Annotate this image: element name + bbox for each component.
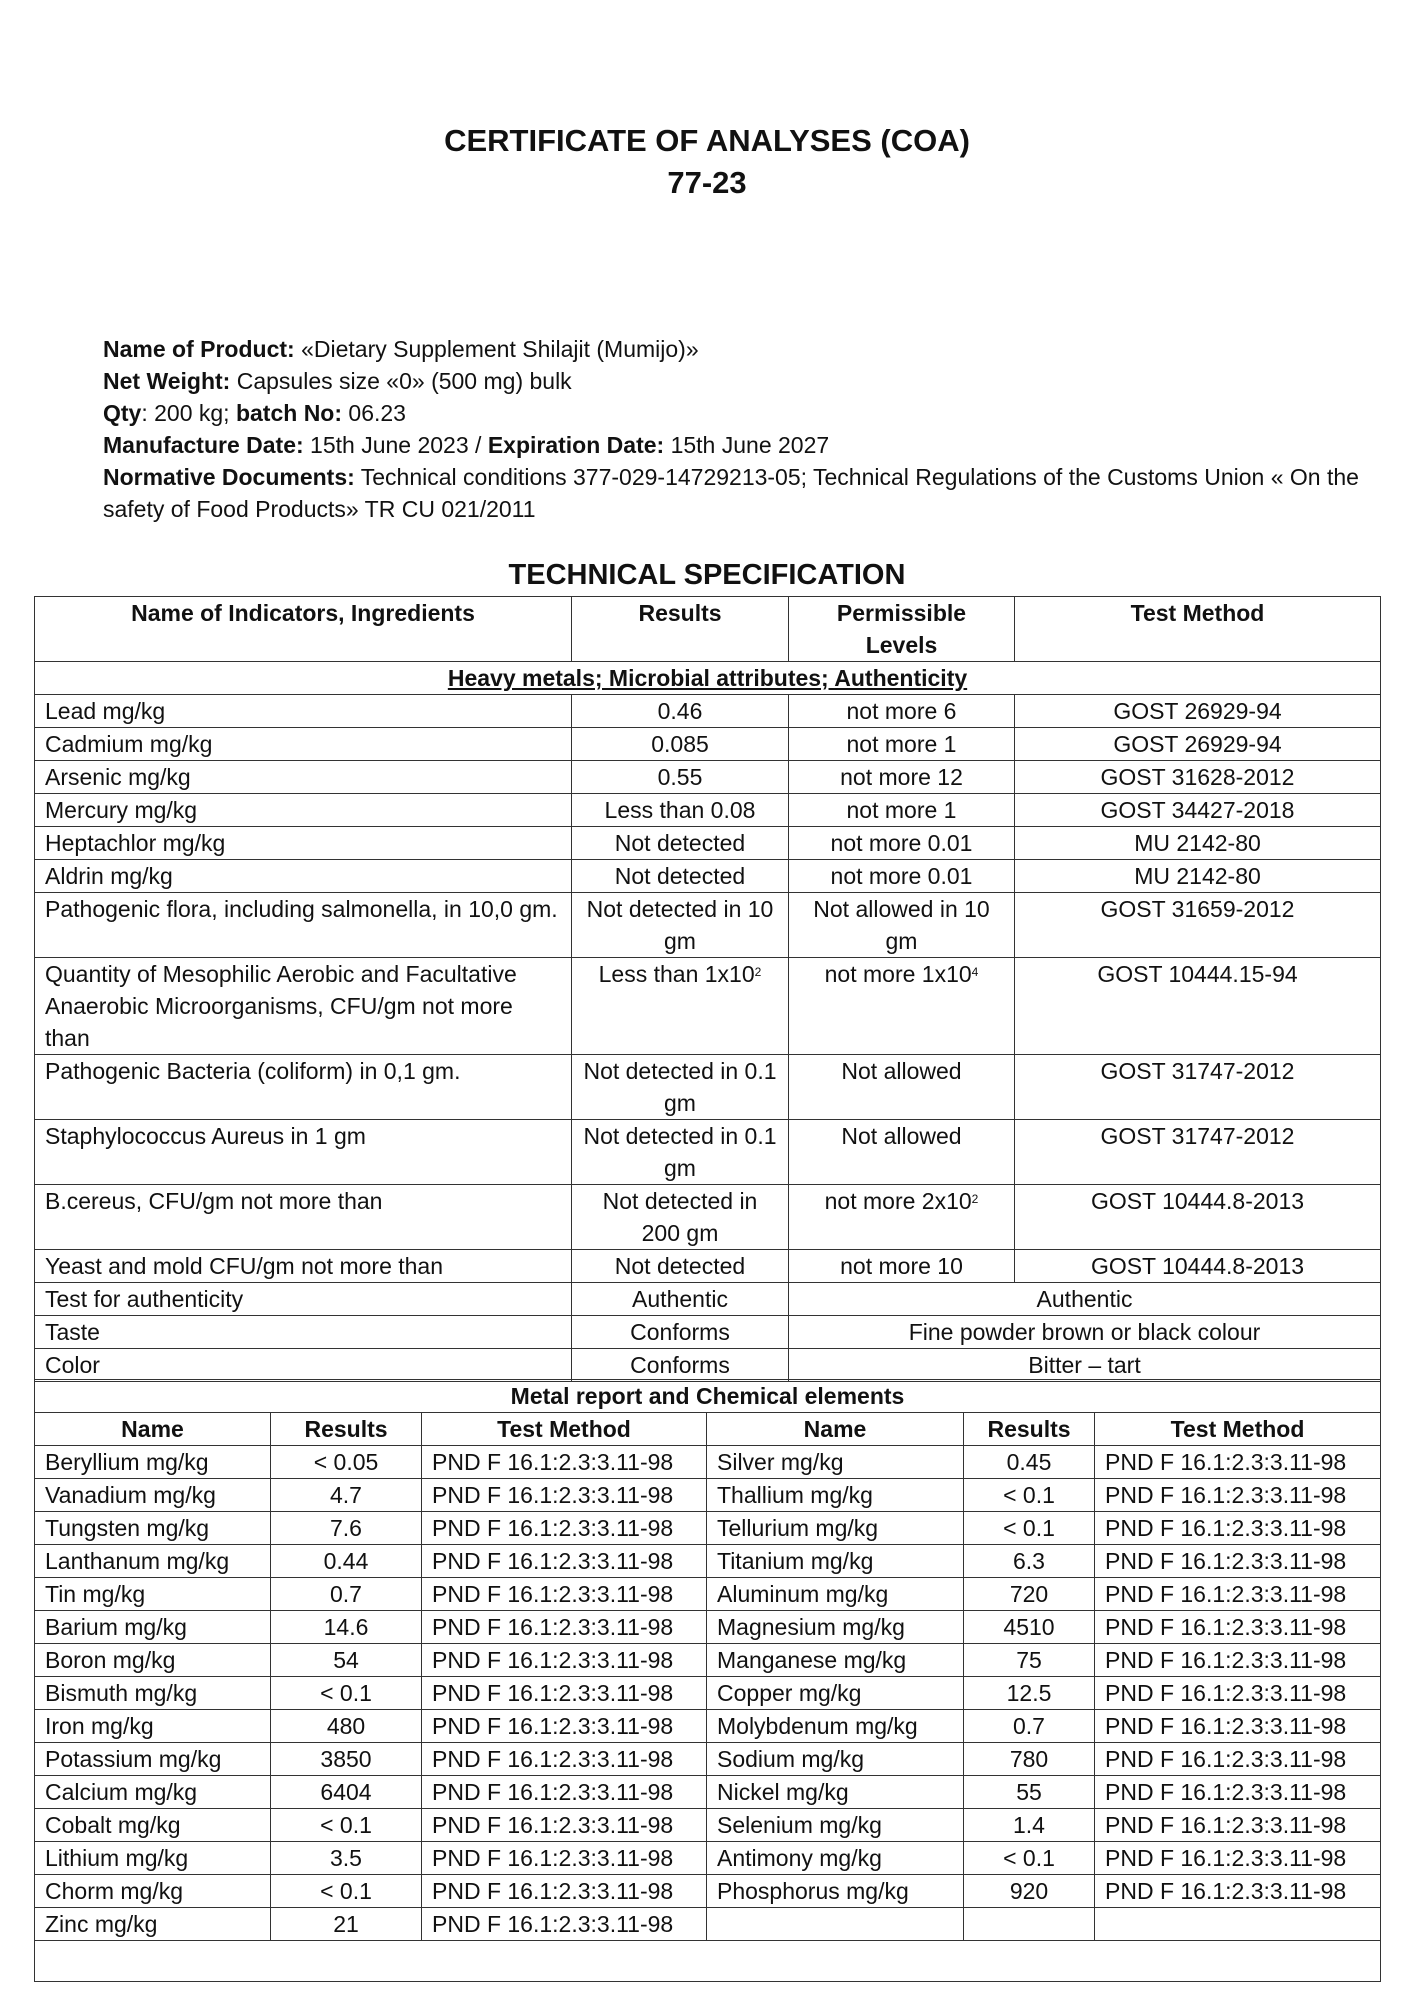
- spec-permissible-level-text: not more 1: [846, 731, 957, 757]
- metal-result-left: 7.6: [271, 1512, 422, 1545]
- metal-result-left: 0.7: [271, 1578, 422, 1611]
- metal-name-left: Beryllium mg/kg: [35, 1446, 271, 1479]
- metal-name-left: Iron mg/kg: [35, 1710, 271, 1743]
- spec-test-method: GOST 26929-94: [1015, 695, 1381, 728]
- spec-permissible-level-text: not more 10: [840, 1253, 963, 1279]
- metal-col-method-right: Test Method: [1095, 1413, 1381, 1446]
- spec-result: [572, 1185, 789, 1250]
- metal-result-right: 780: [964, 1743, 1095, 1776]
- spec-result: [572, 1120, 789, 1185]
- metal-method-left: PND F 16.1:2.3:3.11-98: [422, 1479, 707, 1512]
- spec-permissible-level: [789, 860, 1015, 893]
- spec-indicator-name: Test for authenticity: [35, 1283, 572, 1316]
- metal-name-right: [707, 1908, 964, 1941]
- metal-empty-cell: [35, 1941, 1381, 1982]
- spec-indicator-name: Pathogenic Bacteria (coliform) in 0,1 gm.: [35, 1055, 572, 1120]
- spec-merged-value: Fine powder brown or black colour: [789, 1316, 1381, 1349]
- metal-name-left: Tin mg/kg: [35, 1578, 271, 1611]
- metal-result-left: 480: [271, 1710, 422, 1743]
- metal-row: [35, 1578, 1381, 1611]
- metal-result-right: 4510: [964, 1611, 1095, 1644]
- metal-method-left: PND F 16.1:2.3:3.11-98: [422, 1743, 707, 1776]
- spec-row: [35, 1055, 1381, 1120]
- qty-label: Qty: [103, 400, 142, 426]
- spec-indicator-name: B.cereus, CFU/gm not more than: [35, 1185, 572, 1250]
- spec-row: [35, 695, 1381, 728]
- metal-name-right: Selenium mg/kg: [707, 1809, 964, 1842]
- page-title: [0, 120, 1414, 204]
- spec-permissible-level-text: not more 0.01: [830, 830, 973, 856]
- spec-permissible-level-text: Not allowed in 10 gm: [813, 896, 990, 954]
- metal-result-right: 0.7: [964, 1710, 1095, 1743]
- spec-result-text: Not detected: [614, 830, 746, 856]
- metal-result-left: < 0.1: [271, 1677, 422, 1710]
- spec-indicator-name: Staphylococcus Aureus in 1 gm: [35, 1120, 572, 1185]
- metal-name-right: Sodium mg/kg: [707, 1743, 964, 1776]
- metal-method-left: PND F 16.1:2.3:3.11-98: [422, 1875, 707, 1908]
- spec-row: [35, 761, 1381, 794]
- metal-method-right: [1095, 1908, 1381, 1941]
- metal-name-right: Thallium mg/kg: [707, 1479, 964, 1512]
- spec-result-text: 0.55: [657, 764, 703, 790]
- title-line-1: CERTIFICATE OF ANALYSES (COA): [444, 123, 970, 158]
- metal-report-table: [34, 1379, 1381, 1982]
- spec-permissible-level: [789, 1055, 1015, 1120]
- spec-result-exponent: 2: [754, 965, 762, 979]
- metal-result-right: 12.5: [964, 1677, 1095, 1710]
- metal-result-left: 4.7: [271, 1479, 422, 1512]
- spec-test-method: GOST 31747-2012: [1015, 1120, 1381, 1185]
- spec-result-text: 0.085: [651, 731, 709, 757]
- spec-result: [572, 827, 789, 860]
- spec-test-method: GOST 10444.15-94: [1015, 958, 1381, 1055]
- metal-result-left: < 0.1: [271, 1875, 422, 1908]
- spec-test-method: GOST 31628-2012: [1015, 761, 1381, 794]
- spec-row: [35, 1120, 1381, 1185]
- metal-row: [35, 1611, 1381, 1644]
- spec-indicator-name: Aldrin mg/kg: [35, 860, 572, 893]
- spec-permissible-level-text: not more 6: [846, 698, 957, 724]
- spec-result: Conforms: [572, 1349, 789, 1382]
- spec-permissible-level-text: not more 12: [840, 764, 963, 790]
- spec-permissible-level: [789, 893, 1015, 958]
- dates-line: [103, 429, 1373, 461]
- spec-test-method: GOST 31659-2012: [1015, 893, 1381, 958]
- metal-name-left: Chorm mg/kg: [35, 1875, 271, 1908]
- metal-result-left: < 0.1: [271, 1809, 422, 1842]
- metal-method-right: PND F 16.1:2.3:3.11-98: [1095, 1644, 1381, 1677]
- metal-method-right: PND F 16.1:2.3:3.11-98: [1095, 1875, 1381, 1908]
- qty-value: : 200 kg;: [141, 400, 236, 426]
- spec-row: [35, 1283, 1381, 1316]
- metal-result-right: 55: [964, 1776, 1095, 1809]
- spec-test-method: MU 2142-80: [1015, 827, 1381, 860]
- metal-name-right: Antimony mg/kg: [707, 1842, 964, 1875]
- batch-value: 06.23: [348, 400, 406, 426]
- metal-result-right: < 0.1: [964, 1512, 1095, 1545]
- spec-permissible-level-text: not more 2x10: [824, 1188, 972, 1214]
- spec-permissible-level: [789, 958, 1015, 1055]
- metal-method-right: PND F 16.1:2.3:3.11-98: [1095, 1611, 1381, 1644]
- metal-method-left: PND F 16.1:2.3:3.11-98: [422, 1677, 707, 1710]
- spec-permissible-level: [789, 695, 1015, 728]
- spec-result: Authentic: [572, 1283, 789, 1316]
- spec-row: [35, 827, 1381, 860]
- spec-permissible-level-text: Not allowed: [841, 1123, 962, 1149]
- spec-row: [35, 728, 1381, 761]
- spec-indicator-name: Heptachlor mg/kg: [35, 827, 572, 860]
- spec-result: [572, 1250, 789, 1283]
- metal-col-method-left: Test Method: [422, 1413, 707, 1446]
- metal-name-right: Nickel mg/kg: [707, 1776, 964, 1809]
- spec-result-text: Not detected: [614, 1253, 746, 1279]
- spec-row: [35, 794, 1381, 827]
- tech-spec-title: TECHNICAL SPECIFICATION: [508, 559, 906, 591]
- metal-row: [35, 1776, 1381, 1809]
- metal-col-name-right: Name: [707, 1413, 964, 1446]
- metal-method-left: PND F 16.1:2.3:3.11-98: [422, 1842, 707, 1875]
- metal-header-row: [35, 1413, 1381, 1446]
- metal-report-title: Metal report and Chemical elements: [35, 1380, 1381, 1413]
- metal-name-right: Magnesium mg/kg: [707, 1611, 964, 1644]
- metal-section-row: [35, 1380, 1381, 1413]
- spec-test-method: GOST 26929-94: [1015, 728, 1381, 761]
- expiration-value: 15th June 2027: [670, 432, 830, 458]
- spec-row: [35, 893, 1381, 958]
- spec-result: [572, 728, 789, 761]
- metal-result-left: < 0.05: [271, 1446, 422, 1479]
- metal-method-right: PND F 16.1:2.3:3.11-98: [1095, 1776, 1381, 1809]
- spec-result-text: Not detected in 200 gm: [602, 1188, 758, 1246]
- spec-permissible-level: [789, 728, 1015, 761]
- metal-method-right: PND F 16.1:2.3:3.11-98: [1095, 1512, 1381, 1545]
- spec-result-text: Not detected in 0.1 gm: [583, 1058, 777, 1116]
- metal-method-right: PND F 16.1:2.3:3.11-98: [1095, 1446, 1381, 1479]
- spec-result: [572, 958, 789, 1055]
- spec-indicator-name: Mercury mg/kg: [35, 794, 572, 827]
- metal-name-left: Lithium mg/kg: [35, 1842, 271, 1875]
- metal-empty-row: [35, 1941, 1381, 1982]
- metal-method-left: PND F 16.1:2.3:3.11-98: [422, 1512, 707, 1545]
- col-header-method: Test Method: [1015, 597, 1381, 662]
- metal-name-left: Boron mg/kg: [35, 1644, 271, 1677]
- metal-method-left: PND F 16.1:2.3:3.11-98: [422, 1908, 707, 1941]
- spec-test-method: GOST 34427-2018: [1015, 794, 1381, 827]
- spec-test-method: MU 2142-80: [1015, 860, 1381, 893]
- metal-method-right: PND F 16.1:2.3:3.11-98: [1095, 1710, 1381, 1743]
- tech-spec-table: [34, 596, 1381, 1382]
- spec-result-text: 0.46: [657, 698, 703, 724]
- manufacture-label: Manufacture Date:: [103, 432, 304, 458]
- manufacture-value: 15th June 2023 /: [310, 432, 488, 458]
- spec-permissible-level: [789, 794, 1015, 827]
- batch-label: batch No:: [235, 400, 343, 426]
- metal-result-left: 3.5: [271, 1842, 422, 1875]
- spec-row: [35, 1185, 1381, 1250]
- metal-name-left: Cobalt mg/kg: [35, 1809, 271, 1842]
- metal-name-left: Barium mg/kg: [35, 1611, 271, 1644]
- metal-name-right: Copper mg/kg: [707, 1677, 964, 1710]
- spec-permissible-level-exponent: 2: [971, 1192, 979, 1206]
- title-line-2: 77-23: [667, 165, 747, 200]
- spec-result-text: Not detected: [614, 863, 746, 889]
- spec-permissible-level: [789, 1185, 1015, 1250]
- metal-result-left: 21: [271, 1908, 422, 1941]
- spec-indicator-name: Quantity of Mesophilic Aerobic and Facultative Anaerobic Microorganisms, CFU/gm not more than: [35, 958, 572, 1055]
- metal-name-right: Aluminum mg/kg: [707, 1578, 964, 1611]
- spec-row: [35, 1250, 1381, 1283]
- col-header-levels: Permissible Levels: [789, 597, 1015, 662]
- spec-indicator-name: Arsenic mg/kg: [35, 761, 572, 794]
- section-row: [35, 662, 1381, 695]
- metal-col-results-right: Results: [964, 1413, 1095, 1446]
- metal-col-name-left: Name: [35, 1413, 271, 1446]
- section-heavy-metals-label: Heavy metals; Microbial attributes; Authenticity: [447, 665, 968, 691]
- spec-indicator-name: Yeast and mold CFU/gm not more than: [35, 1250, 572, 1283]
- product-info: [103, 333, 1373, 525]
- spec-permissible-level: [789, 761, 1015, 794]
- metal-result-right: 6.3: [964, 1545, 1095, 1578]
- metal-name-left: Lanthanum mg/kg: [35, 1545, 271, 1578]
- metal-result-right: 920: [964, 1875, 1095, 1908]
- metal-row: [35, 1809, 1381, 1842]
- spec-merged-value: Authentic: [789, 1283, 1381, 1316]
- metal-method-right: PND F 16.1:2.3:3.11-98: [1095, 1743, 1381, 1776]
- metal-col-results-left: Results: [271, 1413, 422, 1446]
- metal-name-left: Bismuth mg/kg: [35, 1677, 271, 1710]
- spec-test-method: GOST 10444.8-2013: [1015, 1250, 1381, 1283]
- net-weight-label: Net Weight:: [103, 368, 231, 394]
- metal-result-left: 6404: [271, 1776, 422, 1809]
- metal-result-right: 1.4: [964, 1809, 1095, 1842]
- metal-result-left: 14.6: [271, 1611, 422, 1644]
- metal-name-right: Tellurium mg/kg: [707, 1512, 964, 1545]
- metal-row: [35, 1644, 1381, 1677]
- spec-result: [572, 893, 789, 958]
- spec-permissible-level-text: Not allowed: [841, 1058, 962, 1084]
- spec-permissible-level-text: not more 1: [846, 797, 957, 823]
- metal-method-right: PND F 16.1:2.3:3.11-98: [1095, 1809, 1381, 1842]
- spec-indicator-name: Pathogenic flora, including salmonella, in 10,0 gm.: [35, 893, 572, 958]
- spec-permissible-level: [789, 1120, 1015, 1185]
- metal-name-left: Calcium mg/kg: [35, 1776, 271, 1809]
- metal-name-left: Zinc mg/kg: [35, 1908, 271, 1941]
- metal-row: [35, 1479, 1381, 1512]
- spec-test-method: GOST 31747-2012: [1015, 1055, 1381, 1120]
- tech-spec-header-row: [35, 597, 1381, 662]
- expiration-label: Expiration Date:: [487, 432, 665, 458]
- metal-method-right: PND F 16.1:2.3:3.11-98: [1095, 1545, 1381, 1578]
- product-name-label: Name of Product:: [103, 336, 295, 362]
- spec-result: [572, 1055, 789, 1120]
- spec-permissible-level-text: not more 1x10: [824, 961, 972, 987]
- spec-permissible-level-exponent: 4: [971, 965, 979, 979]
- metal-method-left: PND F 16.1:2.3:3.11-98: [422, 1776, 707, 1809]
- spec-row: [35, 860, 1381, 893]
- spec-result: [572, 794, 789, 827]
- metal-result-right: [964, 1908, 1095, 1941]
- metal-method-left: PND F 16.1:2.3:3.11-98: [422, 1809, 707, 1842]
- net-weight-value: Capsules size «0» (500 mg) bulk: [236, 368, 572, 394]
- net-weight-line: [103, 365, 1373, 397]
- metal-method-left: PND F 16.1:2.3:3.11-98: [422, 1710, 707, 1743]
- spec-test-method: GOST 10444.8-2013: [1015, 1185, 1381, 1250]
- metal-row: [35, 1743, 1381, 1776]
- col-header-indicator: Name of Indicators, Ingredients: [35, 597, 572, 662]
- spec-indicator-name: Cadmium mg/kg: [35, 728, 572, 761]
- normative-line: [103, 461, 1373, 525]
- metal-row: [35, 1875, 1381, 1908]
- spec-result-text: Not detected in 10 gm: [586, 896, 774, 954]
- spec-permissible-level: [789, 827, 1015, 860]
- spec-result-text: Less than 1x10: [598, 961, 755, 987]
- metal-result-right: < 0.1: [964, 1479, 1095, 1512]
- spec-result: [572, 761, 789, 794]
- metal-result-right: 0.45: [964, 1446, 1095, 1479]
- metal-name-right: Manganese mg/kg: [707, 1644, 964, 1677]
- metal-name-right: Molybdenum mg/kg: [707, 1710, 964, 1743]
- spec-indicator-name: Taste: [35, 1316, 572, 1349]
- spec-indicator-name: Color: [35, 1349, 572, 1382]
- spec-merged-value: Bitter – tart: [789, 1349, 1381, 1382]
- metal-result-right: 75: [964, 1644, 1095, 1677]
- metal-result-left: 54: [271, 1644, 422, 1677]
- spec-row: [35, 1316, 1381, 1349]
- metal-row: [35, 1545, 1381, 1578]
- metal-name-right: Titanium mg/kg: [707, 1545, 964, 1578]
- metal-row: [35, 1710, 1381, 1743]
- spec-row: [35, 1349, 1381, 1382]
- metal-name-left: Tungsten mg/kg: [35, 1512, 271, 1545]
- col-header-results: Results: [572, 597, 789, 662]
- metal-result-left: 0.44: [271, 1545, 422, 1578]
- metal-result-left: 3850: [271, 1743, 422, 1776]
- spec-permissible-level: [789, 1250, 1015, 1283]
- normative-label: Normative Documents:: [103, 464, 355, 490]
- spec-result-text: Not detected in 0.1 gm: [583, 1123, 777, 1181]
- spec-indicator-name: Lead mg/kg: [35, 695, 572, 728]
- metal-row: [35, 1512, 1381, 1545]
- metal-row: [35, 1446, 1381, 1479]
- metal-result-right: 720: [964, 1578, 1095, 1611]
- spec-result: [572, 860, 789, 893]
- spec-result: Conforms: [572, 1316, 789, 1349]
- spec-row: [35, 958, 1381, 1055]
- metal-method-left: PND F 16.1:2.3:3.11-98: [422, 1446, 707, 1479]
- metal-name-left: Potassium mg/kg: [35, 1743, 271, 1776]
- product-name-value: «Dietary Supplement Shilajit (Mumijo)»: [301, 336, 699, 362]
- spec-permissible-level-text: not more 0.01: [830, 863, 973, 889]
- metal-method-right: PND F 16.1:2.3:3.11-98: [1095, 1842, 1381, 1875]
- metal-name-right: Phosphorus mg/kg: [707, 1875, 964, 1908]
- metal-method-right: PND F 16.1:2.3:3.11-98: [1095, 1677, 1381, 1710]
- metal-name-right: Silver mg/kg: [707, 1446, 964, 1479]
- metal-method-right: PND F 16.1:2.3:3.11-98: [1095, 1479, 1381, 1512]
- normative-value: Technical conditions 377-029-14729213-05; Technical Regulations of the Customs Union « On the safety of Food Products» TR CU 021/2011: [103, 464, 1359, 522]
- metal-method-left: PND F 16.1:2.3:3.11-98: [422, 1611, 707, 1644]
- metal-method-left: PND F 16.1:2.3:3.11-98: [422, 1578, 707, 1611]
- metal-method-left: PND F 16.1:2.3:3.11-98: [422, 1644, 707, 1677]
- metal-result-right: < 0.1: [964, 1842, 1095, 1875]
- metal-row: [35, 1677, 1381, 1710]
- product-name-line: [103, 333, 1373, 365]
- spec-result: [572, 695, 789, 728]
- metal-name-left: Vanadium mg/kg: [35, 1479, 271, 1512]
- metal-row: [35, 1908, 1381, 1941]
- metal-method-right: PND F 16.1:2.3:3.11-98: [1095, 1578, 1381, 1611]
- qty-line: [103, 397, 1373, 429]
- metal-row: [35, 1842, 1381, 1875]
- spec-result-text: Less than 0.08: [604, 797, 756, 823]
- metal-method-left: PND F 16.1:2.3:3.11-98: [422, 1545, 707, 1578]
